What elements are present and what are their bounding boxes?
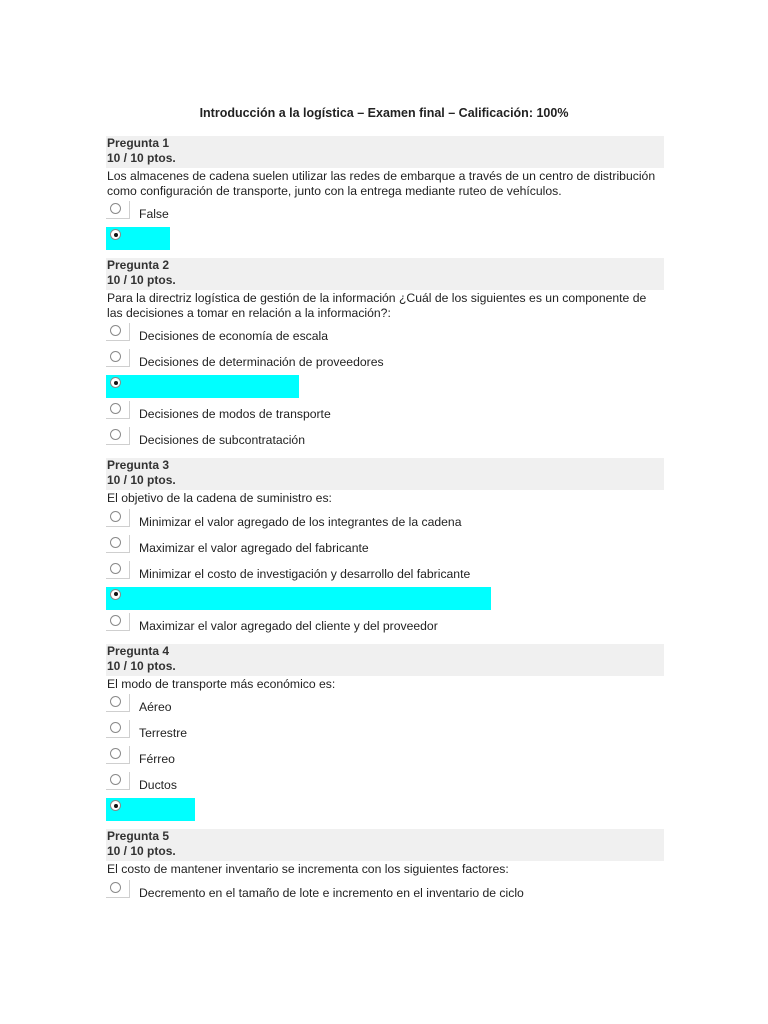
radio-unchecked-icon[interactable] [110, 722, 121, 733]
radio-checked-icon[interactable] [110, 589, 121, 600]
answer-option-label: Decremento en el tamaño de lote e incremento en el inventario de ciclo [139, 885, 524, 900]
question-points: 10 / 10 ptos. [107, 844, 176, 858]
radio-unchecked-icon[interactable] [110, 351, 121, 362]
question-block [106, 644, 664, 830]
answer-option[interactable] [106, 532, 664, 558]
question-spacer [106, 250, 664, 258]
question-header [106, 644, 664, 676]
radio-frame [106, 613, 130, 631]
answer-option[interactable] [106, 398, 664, 424]
answer-option[interactable] [106, 610, 664, 636]
question-spacer [106, 903, 664, 911]
question-text: Los almacenes de cadena suelen utilizar las redes de embarque a través de un centro de distribución como configuración de transporte, junto con la entrega mediante ruteo de vehículos. [107, 169, 656, 198]
answer-option[interactable] [106, 558, 664, 584]
answer-option[interactable] [106, 691, 664, 717]
answer-option[interactable] [106, 424, 664, 450]
question-label: Pregunta 3 [107, 458, 170, 472]
radio-frame [106, 227, 130, 245]
question-block [106, 829, 664, 911]
question-label: Pregunta 4 [107, 643, 170, 658]
radio-frame [106, 798, 130, 816]
answer-option-label: Minimizar el costo de investigación y desarrollo del fabricante [139, 566, 471, 581]
question-text: El objetivo de la cadena de suministro es: [107, 491, 332, 505]
answer-option[interactable] [106, 743, 664, 769]
radio-frame [106, 561, 130, 579]
question-points: 10 / 10 ptos. [107, 473, 176, 487]
radio-frame [106, 375, 130, 393]
radio-frame [106, 427, 130, 445]
answer-option[interactable] [106, 769, 664, 795]
answer-option-selected[interactable] [106, 795, 664, 821]
answer-option-label: Terrestre [139, 726, 188, 740]
question-label: Pregunta 5 [107, 829, 170, 843]
radio-unchecked-icon[interactable] [110, 429, 121, 440]
radio-frame [106, 535, 130, 553]
answer-option[interactable] [106, 506, 664, 532]
radio-frame [106, 509, 130, 527]
answer-option-label: Maximizar el valor agregado del cliente y del proveedor [139, 618, 438, 633]
question-label: Pregunta 2 [107, 258, 170, 272]
radio-unchecked-icon[interactable] [110, 615, 121, 626]
answer-option[interactable] [106, 717, 664, 743]
answer-option[interactable] [106, 198, 664, 224]
question-header [106, 829, 664, 861]
radio-frame [106, 323, 130, 341]
radio-unchecked-icon[interactable] [110, 511, 121, 522]
answer-options [106, 198, 664, 250]
answer-option[interactable] [106, 320, 664, 346]
radio-frame [106, 880, 130, 898]
answer-option-label: Decisiones de determinación de proveedores [139, 355, 384, 369]
answer-option-label: Minimizar el valor agregado de los integrantes de la cadena [139, 514, 462, 529]
radio-frame [106, 587, 130, 605]
radio-unchecked-icon[interactable] [110, 537, 121, 548]
answer-option-label: Decisiones de economía de escala [139, 329, 329, 343]
question-block [106, 258, 664, 458]
answer-option-label: Aéreo [139, 700, 172, 714]
answer-option-selected[interactable] [106, 584, 664, 610]
answer-option[interactable] [106, 346, 664, 372]
question-header [106, 136, 664, 168]
radio-unchecked-icon[interactable] [110, 203, 121, 214]
answer-option-label: Decisiones de subcontratación [139, 433, 305, 447]
question-spacer [106, 450, 664, 458]
question-block [106, 136, 664, 258]
answer-option-selected[interactable] [106, 372, 664, 398]
radio-unchecked-icon[interactable] [110, 774, 121, 785]
radio-frame [106, 401, 130, 419]
question-block [106, 458, 664, 644]
question-label: Pregunta 1 [107, 136, 170, 150]
answer-option[interactable] [106, 877, 664, 903]
radio-checked-icon[interactable] [110, 229, 121, 240]
radio-frame [106, 772, 130, 790]
answer-option-label: Maximizar el valor agregado del fabricante [139, 540, 369, 555]
question-text: El costo de mantener inventario se incrementa con los siguientes factores: [107, 862, 509, 876]
answer-option-label: False [139, 207, 169, 221]
radio-frame [106, 746, 130, 764]
radio-frame [106, 694, 130, 712]
radio-checked-icon[interactable] [110, 800, 121, 811]
answer-options [106, 320, 664, 450]
radio-frame [106, 201, 130, 219]
radio-unchecked-icon[interactable] [110, 403, 121, 414]
answer-highlight [106, 587, 491, 610]
answer-option-selected[interactable] [106, 224, 664, 250]
question-points: 10 / 10 ptos. [107, 151, 176, 165]
radio-unchecked-icon[interactable] [110, 325, 121, 336]
question-spacer [106, 636, 664, 644]
radio-unchecked-icon[interactable] [110, 696, 121, 707]
radio-frame [106, 349, 130, 367]
page-title: Introducción a la logística – Examen final – Calificación: 100% [199, 106, 569, 120]
question-header [106, 458, 664, 490]
radio-unchecked-icon[interactable] [110, 563, 121, 574]
answer-options [106, 506, 664, 636]
question-header [106, 258, 664, 290]
question-text: El modo de transporte más económico es: [107, 676, 336, 691]
radio-unchecked-icon[interactable] [110, 748, 121, 759]
radio-checked-icon[interactable] [110, 377, 121, 388]
answer-highlight [106, 375, 299, 398]
answer-option-label: Decisiones de modos de transporte [139, 407, 331, 421]
answer-options [106, 691, 664, 821]
question-list [106, 136, 664, 911]
answer-options [106, 877, 664, 903]
answer-option-label: Férreo [139, 752, 175, 766]
radio-frame [106, 720, 130, 738]
question-points: 10 / 10 ptos. [107, 658, 176, 673]
question-spacer [106, 821, 664, 829]
question-text: Para la directriz logística de gestión de la información ¿Cuál de los siguientes es un componente de las decisiones a tomar en relación a la información?: [107, 291, 647, 320]
radio-unchecked-icon[interactable] [110, 882, 121, 893]
question-points: 10 / 10 ptos. [107, 273, 176, 287]
answer-option-label: Ductos [139, 778, 177, 792]
